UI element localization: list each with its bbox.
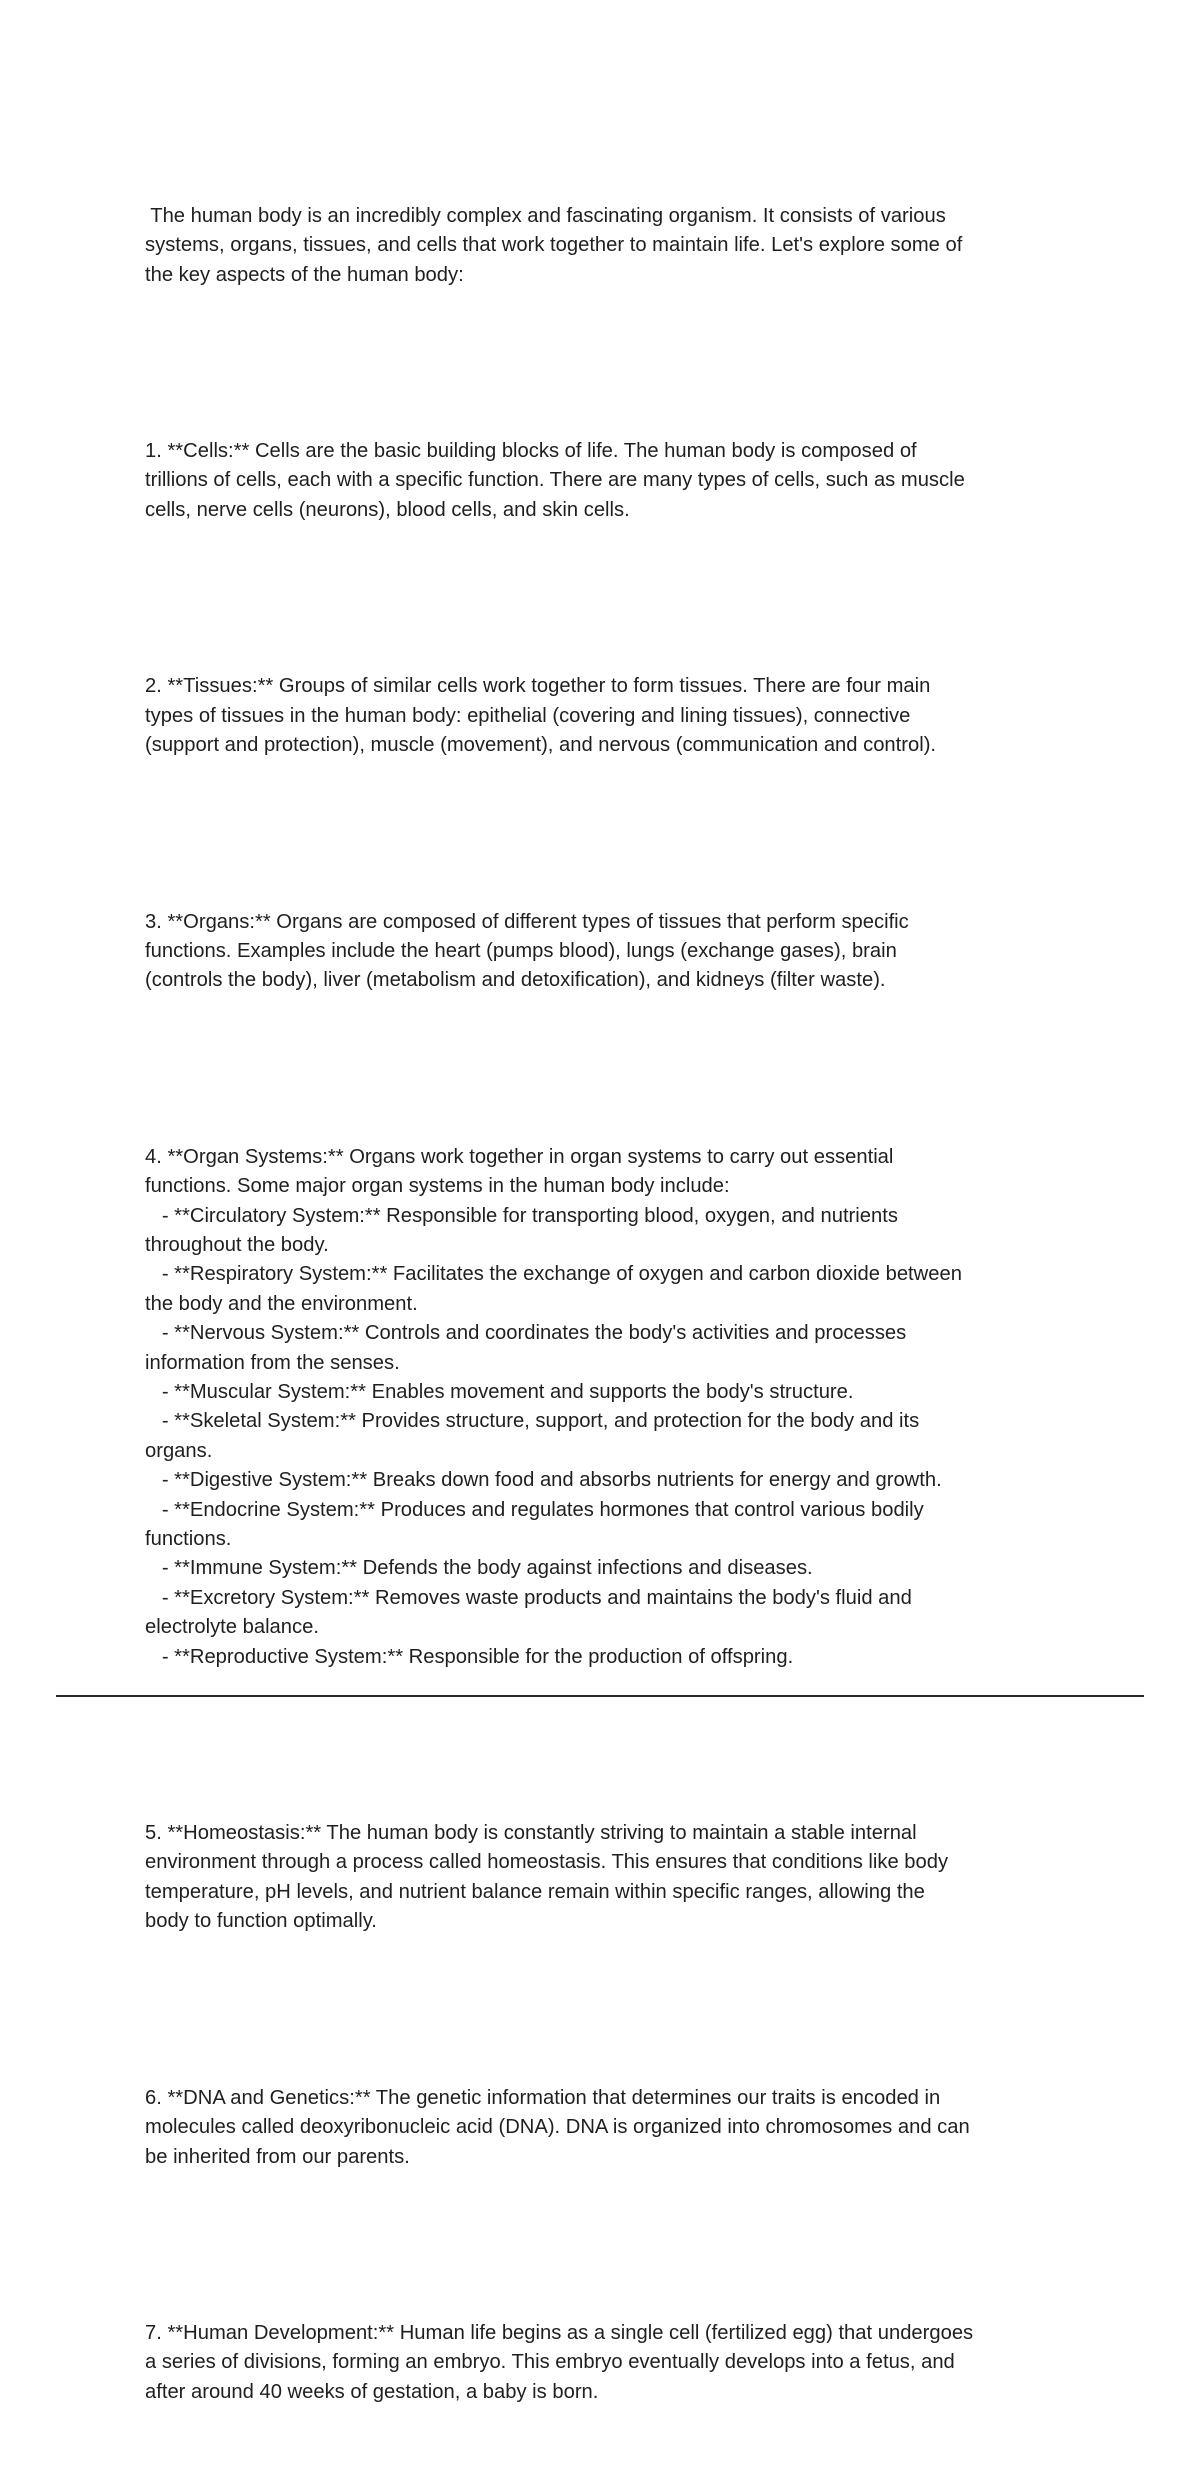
text-line: trillions of cells, each with a specific function. There are many types of cells, such as muscle xyxy=(145,469,965,492)
text-line: 7. **Human Development:** Human life begins as a single cell (fertilized egg) that undergoes xyxy=(145,2321,974,2344)
list-item-respiratory: - **Respiratory System:** Facilitates the exchange of oxygen and carbon dioxide between xyxy=(145,1263,962,1286)
cells-paragraph xyxy=(145,378,1065,584)
text-line: types of tissues in the human body: epithelial (covering and lining tissues), connective xyxy=(145,704,911,727)
list-item-endocrine: - **Endocrine System:** Produces and regulates hormones that control various bodily xyxy=(145,1498,924,1521)
text-line: a series of divisions, forming an embryo. This embryo eventually develops into a fetus, and xyxy=(145,2351,955,2374)
text-line: body to function optimally. xyxy=(145,1910,377,1933)
organ-systems-paragraph xyxy=(145,1084,1065,1731)
tissues-paragraph xyxy=(145,613,1065,819)
text-line: the key aspects of the human body: xyxy=(145,263,464,286)
text-line: the body and the environment. xyxy=(145,1292,418,1315)
text-line: functions. xyxy=(145,1528,232,1551)
text-line: 4. **Organ Systems:** Organs work together in organ systems to carry out essential xyxy=(145,1145,894,1168)
list-item-nervous: - **Nervous System:** Controls and coordinates the body's activities and processes xyxy=(145,1322,907,1345)
text-line: 5. **Homeostasis:** The human body is constantly striving to maintain a stable internal xyxy=(145,1822,917,1845)
text-line: 1. **Cells:** Cells are the basic building blocks of life. The human body is composed of xyxy=(145,440,917,463)
text-line: 3. **Organs:** Organs are composed of different types of tissues that perform specific xyxy=(145,910,909,933)
document-body xyxy=(145,143,1065,2466)
list-item-muscular: - **Muscular System:** Enables movement and supports the body's structure. xyxy=(145,1381,854,1403)
text-line: (support and protection), muscle (movement), and nervous (communication and control). xyxy=(145,734,937,757)
text-line: 2. **Tissues:** Groups of similar cells work together to form tissues. There are four main xyxy=(145,675,931,698)
text-line: throughout the body. xyxy=(145,1233,329,1256)
text-line: be inherited from our parents. xyxy=(145,2145,410,2168)
list-item-reproductive: - **Reproductive System:** Responsible for the production of offspring. xyxy=(145,1645,794,1668)
text-line: environment through a process called homeostasis. This ensures that conditions like body xyxy=(145,1851,949,1874)
text-line: molecules called deoxyribonucleic acid (DNA). DNA is organized into chromosomes and can xyxy=(145,2116,970,2139)
text-line: The human body is an incredibly complex and fascinating organism. It consists of various xyxy=(145,204,946,227)
list-item-excretory: - **Excretory System:** Removes waste products and maintains the body's fluid and xyxy=(145,1586,912,1609)
page-bottom-divider xyxy=(56,1695,1144,1697)
text-line: (controls the body), liver (metabolism and detoxification), and kidneys (filter waste). xyxy=(145,969,886,992)
organs-paragraph xyxy=(145,849,1065,1055)
text-line: information from the senses. xyxy=(145,1351,400,1374)
text-line: organs. xyxy=(145,1439,213,1462)
list-item-circulatory: - **Circulatory System:** Responsible for transporting blood, oxygen, and nutrients xyxy=(145,1204,898,1227)
text-line: temperature, pH levels, and nutrient balance remain within specific ranges, allowing the xyxy=(145,1880,925,1903)
text-line: 6. **DNA and Genetics:** The genetic information that determines our traits is encoded in xyxy=(145,2086,941,2109)
text-line: after around 40 weeks of gestation, a baby is born. xyxy=(145,2380,599,2403)
list-item-skeletal: - **Skeletal System:** Provides structure, support, and protection for the body and its xyxy=(145,1410,920,1433)
homeostasis-paragraph xyxy=(145,1760,1065,1995)
text-line: functions. Some major organ systems in the human body include: xyxy=(145,1175,730,1198)
list-item-immune: - **Immune System:** Defends the body against infections and diseases. xyxy=(145,1557,813,1580)
list-item-digestive: - **Digestive System:** Breaks down food and absorbs nutrients for energy and growth. xyxy=(145,1469,942,1492)
dna-paragraph xyxy=(145,2025,1065,2231)
development-paragraph xyxy=(145,2260,1065,2466)
text-line: electrolyte balance. xyxy=(145,1616,319,1639)
intro-paragraph xyxy=(145,143,1065,349)
text-line: functions. Examples include the heart (pumps blood), lungs (exchange gases), brain xyxy=(145,939,897,962)
text-line: systems, organs, tissues, and cells that work together to maintain life. Let's explore some of xyxy=(145,234,963,257)
text-line: cells, nerve cells (neurons), blood cells, and skin cells. xyxy=(145,498,630,521)
